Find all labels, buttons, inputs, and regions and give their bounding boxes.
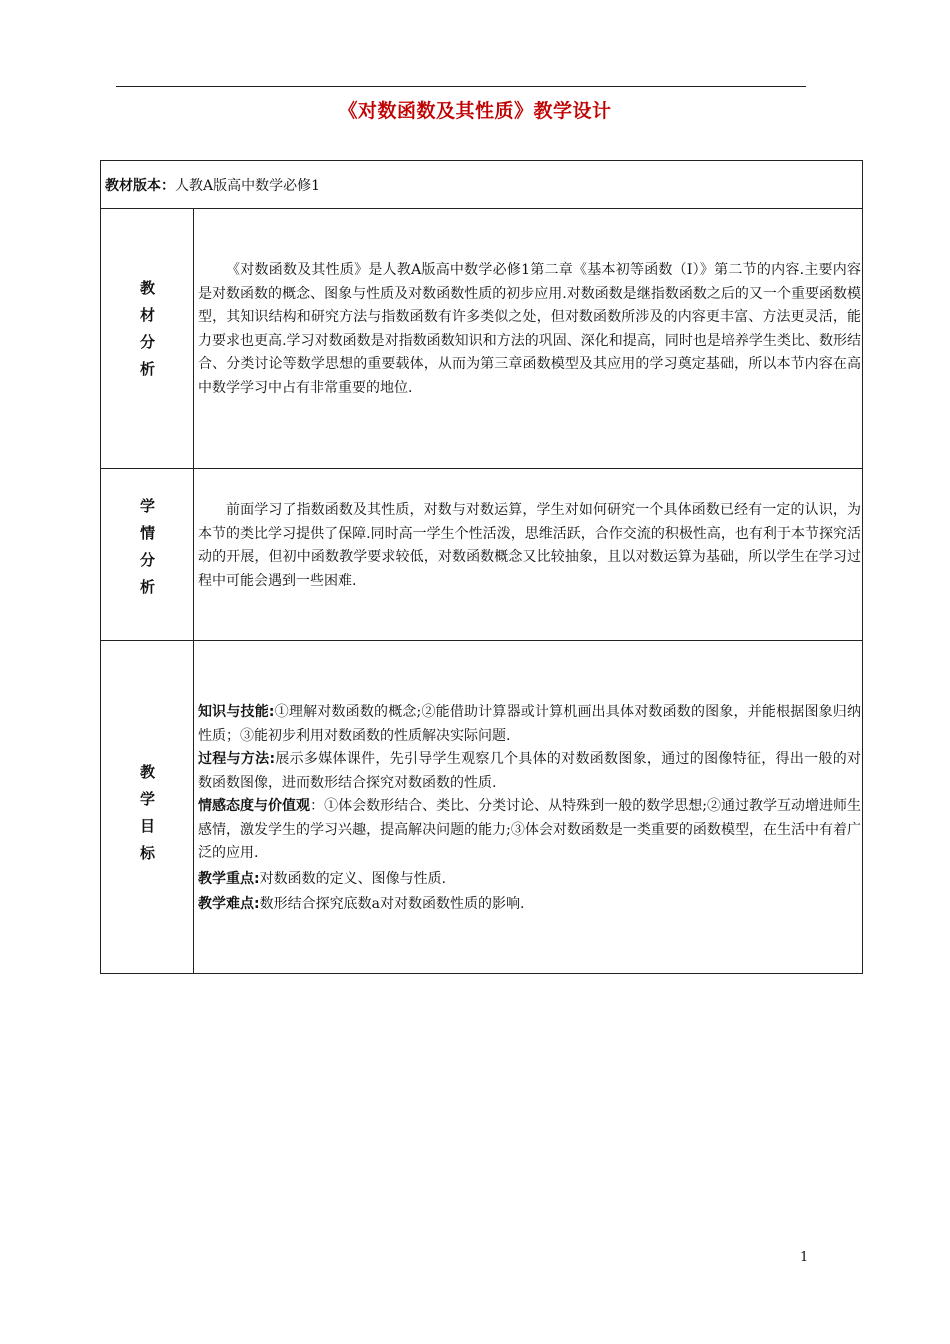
student-analysis-label-cell [101, 469, 194, 640]
label-char: 教 [139, 763, 155, 781]
label-char: 标 [139, 844, 155, 862]
page-number: 1 [800, 1250, 809, 1265]
label-char: 分 [139, 333, 155, 351]
goal-text: 数形结合探究底数a对对数函数性质的影响. [259, 896, 525, 912]
version-row [101, 161, 862, 209]
label-char: 学 [139, 790, 155, 808]
material-analysis-row [101, 209, 862, 469]
teaching-goals-label-cell [101, 641, 194, 974]
material-analysis-label-cell [101, 209, 194, 468]
goal-attitude [198, 795, 861, 866]
goal-head: 教学难点: [198, 896, 260, 912]
label-char: 情 [139, 524, 155, 542]
goal-text: 对数函数的定义、图像与性质. [259, 870, 447, 887]
student-analysis-text: 前面学习了指数函数及其性质，对数与对数运算，学生对如何研究一个具体函数已经有一定的认识，为本节的类比学习提供了保障.同时高一学生个性活泼，思维活跃，合作交流的积极性高，也有利于本节探究活动的开展，但初中函数教学要求较低，对数函数概念又比较抽象，且以对数运算为基础，所以学生在学习过程中可能会遇到一些困难. [198, 502, 861, 589]
label-char: 教 [139, 279, 155, 297]
goal-head: 过程与方法: [198, 751, 276, 767]
version-value: 人教A版高中数学必修1 [175, 178, 321, 194]
teaching-goals-label [101, 759, 194, 867]
label-char: 材 [139, 306, 155, 324]
goal-key-point [198, 868, 861, 892]
goal-head: 情感态度与价值观 [198, 798, 311, 814]
student-analysis-content [198, 499, 861, 593]
student-analysis-row [101, 469, 862, 641]
label-char: 学 [139, 497, 155, 515]
goal-process [198, 748, 861, 795]
label-char: 析 [139, 360, 155, 378]
version-label: 教材版本： [105, 178, 175, 194]
goal-text: ：①体会数形结合、类比、分类讨论、从特殊到一般的数学思想;②通过教学互动增进师生感情，激发学生的学习兴趣，提高解决问题的能力;③体会对数函数是一类重要的函数模型，在生活中有着广泛的应用. [198, 798, 862, 861]
label-char: 析 [139, 578, 155, 596]
lesson-plan-table [100, 160, 863, 974]
teaching-goals-content [198, 701, 861, 917]
material-analysis-label [101, 275, 194, 383]
goal-knowledge [198, 701, 861, 748]
teaching-goals-row [101, 641, 862, 974]
goal-difficulty [198, 893, 861, 917]
goal-head: 知识与技能: [198, 704, 275, 720]
goal-head: 教学重点: [198, 870, 260, 887]
material-analysis-text: 《对数函数及其性质》是人教A版高中数学必修1第二章《基本初等函数（Ⅰ）》第二节的内容.主要内容是对数函数的概念、图象与性质及对数函数性质的初步应用.对数函数是继指数函数之后的又一个重要函数模型，其知识结构和研究方法与指数函数有许多类似之处，但对数函数所涉及的内容更丰富、方法更灵活，能力要求也更高.学习对数函数是对指数函数知识和方法的巩固、深化和提高，同时也是培养学生类比、数形结合、分类讨论等数学思想的重要载体，从而为第三章函数模型及其应用的学习奠定基础，所以本节内容在高中数学学习中占有非常重要的地位. [198, 262, 861, 396]
version-line [105, 175, 320, 195]
goal-text: ①理解对数函数的概念;②能借助计算器或计算机画出具体对数函数的图象，并能根据图象归纳性质；③能初步利用对数函数的性质解决实际问题. [198, 704, 861, 744]
label-char: 目 [139, 817, 155, 835]
goal-text: 展示多媒体课件，先引导学生观察几个具体的对数函数图象，通过的图像特征，得出一般的对数函数图像，进而数形结合探究对数函数的性质. [198, 751, 861, 791]
material-analysis-content [198, 259, 861, 400]
document-title: 《对数函数及其性质》教学设计 [338, 100, 612, 122]
header-rule [116, 86, 806, 87]
label-char: 分 [139, 551, 155, 569]
student-analysis-label [101, 493, 194, 601]
